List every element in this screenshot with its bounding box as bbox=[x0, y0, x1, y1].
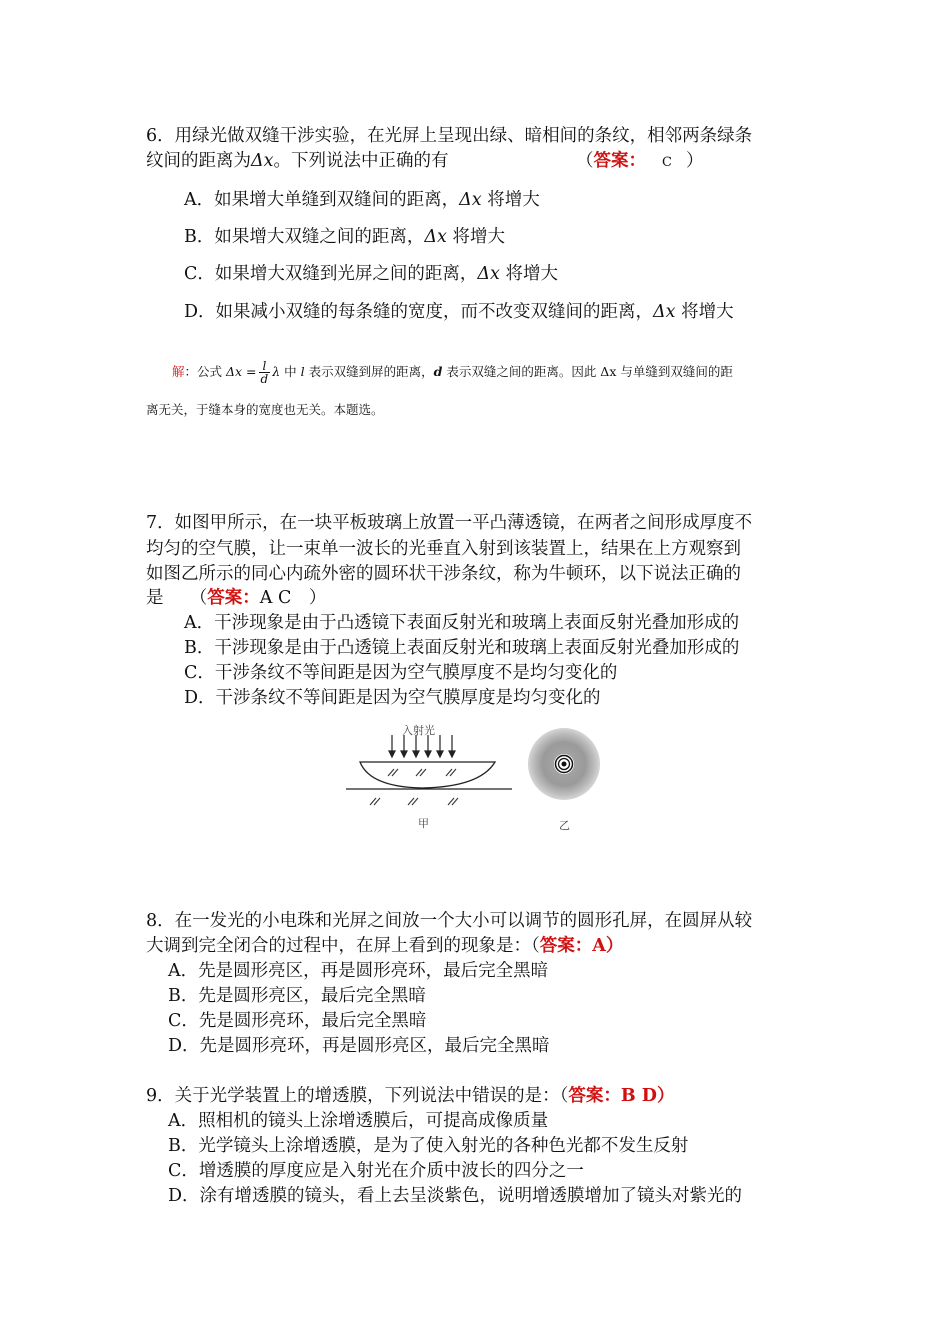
q7-stem-line2: 均匀的空气膜，让一束单一波长的光垂直入射到该装置上，结果在上方观察到 bbox=[146, 539, 741, 559]
figure-label-jia: 甲 bbox=[418, 817, 429, 830]
formula-fraction: $\frac{l}{d}$ bbox=[260, 359, 269, 386]
q6-answer-label: 答案： bbox=[593, 151, 646, 171]
q6-stem-text-end: 。下列说法中正确的有 bbox=[273, 151, 449, 171]
q8-option-d: D．先是圆形亮环，再是圆形亮区，最后完全黑暗 bbox=[168, 1036, 550, 1056]
q7-option-a: A．干涉现象是由于凸透镜下表面反射光和玻璃上表面反射光叠加形成的 bbox=[184, 613, 740, 633]
q7-stem-line1: 7．如图甲所示，在一块平板玻璃上放置一平凸薄透镜，在两者之间形成厚度不 bbox=[146, 513, 753, 533]
q6-answer-value: C bbox=[662, 155, 672, 170]
q8-answer-label: 答案：A） bbox=[539, 936, 624, 956]
q7-stem-line3: 如图乙所示的同心内疏外密的圆环状干涉条纹，称为牛顿环，以下说法正确的 bbox=[146, 564, 741, 584]
q9-stem-line1: 9．关于光学装置上的增透膜，下列说法中错误的是：（答案：B D） bbox=[146, 1086, 675, 1106]
q9-option-b: B．光学镜头上涂增透膜，是为了使入射光的各种色光都不发生反射 bbox=[168, 1136, 689, 1156]
q6-stem-line2 bbox=[146, 149, 449, 173]
q9-option-d: D．涂有增透膜的镜头，看上去呈淡紫色，说明增透膜增加了镜头对紫光的 bbox=[168, 1186, 743, 1206]
newton-ring-setup-figure bbox=[340, 735, 520, 815]
q6-stem-text: 纹间的距离为 bbox=[146, 151, 251, 171]
solution-label: 解 bbox=[172, 364, 185, 379]
q7-option-b: B．干涉现象是由于凸透镜上表面反射光和玻璃上表面反射光叠加形成的 bbox=[184, 638, 740, 658]
q7-answer-label: 答案： bbox=[207, 588, 260, 608]
q6-option-c: C．如果增大双缝到光屏之间的距离，Δx 将增大 bbox=[184, 264, 558, 284]
newton-rings-pattern bbox=[527, 727, 601, 801]
q8-option-a: A．先是圆形亮区，再是圆形亮环，最后完全黑暗 bbox=[168, 961, 549, 981]
q7-stem-line4: 是 （答案：A C ） bbox=[146, 588, 327, 608]
q6-option-b: B．如果增大双缝之间的距离，Δx 将增大 bbox=[184, 227, 505, 247]
incident-light-label: 入射光 bbox=[402, 724, 435, 737]
q9-option-a: A．照相机的镜头上涂增透膜后，可提高成像质量 bbox=[168, 1111, 549, 1131]
q9-answer-label: 答案：B D） bbox=[568, 1086, 675, 1106]
q6-stem-line1: 6．用绿光做双缝干涉实验，在光屏上呈现出绿、暗相间的条纹，相邻两条绿条 bbox=[146, 126, 753, 146]
q9-option-c: C．增透膜的厚度应是入射光在介质中波长的四分之一 bbox=[168, 1161, 584, 1181]
q6-option-a: A．如果增大单缝到双缝间的距离，Δx 将增大 bbox=[184, 190, 540, 210]
q7-option-c: C．干涉条纹不等间距是因为空气膜厚度不是均匀变化的 bbox=[184, 663, 618, 683]
q6-answer: （答案： C ） bbox=[576, 151, 704, 171]
q8-stem-line1: 8．在一发光的小电珠和光屏之间放一个大小可以调节的圆形孔屏，在圆屏从较 bbox=[146, 911, 753, 931]
figure-label-yi: 乙 bbox=[559, 819, 570, 832]
q6-solution-line1: 解：公式 Δx = $\frac{l}{d}$ λ 中 l 表示双缝到屏的距离，d 表示双缝之间的距离。因此 Δx 与单缝到双缝间的距 bbox=[172, 359, 733, 386]
q8-option-c: C．先是圆形亮环，最后完全黑暗 bbox=[168, 1011, 427, 1031]
q8-stem-line2: 大调到完全闭合的过程中，在屏上看到的现象是：（答案：A） bbox=[146, 936, 624, 956]
q7-option-d: D．干涉条纹不等间距是因为空气膜厚度是均匀变化的 bbox=[184, 688, 601, 708]
q7-answer-value: A C ） bbox=[259, 588, 327, 608]
q8-option-b: B．先是圆形亮区，最后完全黑暗 bbox=[168, 986, 426, 1006]
q6-option-d: D．如果减小双缝的每条缝的宽度，而不改变双缝间的距离，Δx 将增大 bbox=[184, 302, 734, 322]
q6-solution-line2: 离无关，于缝本身的宽度也无关。本题选。 bbox=[146, 402, 384, 417]
q6-dx-symbol: Δx bbox=[251, 151, 274, 171]
